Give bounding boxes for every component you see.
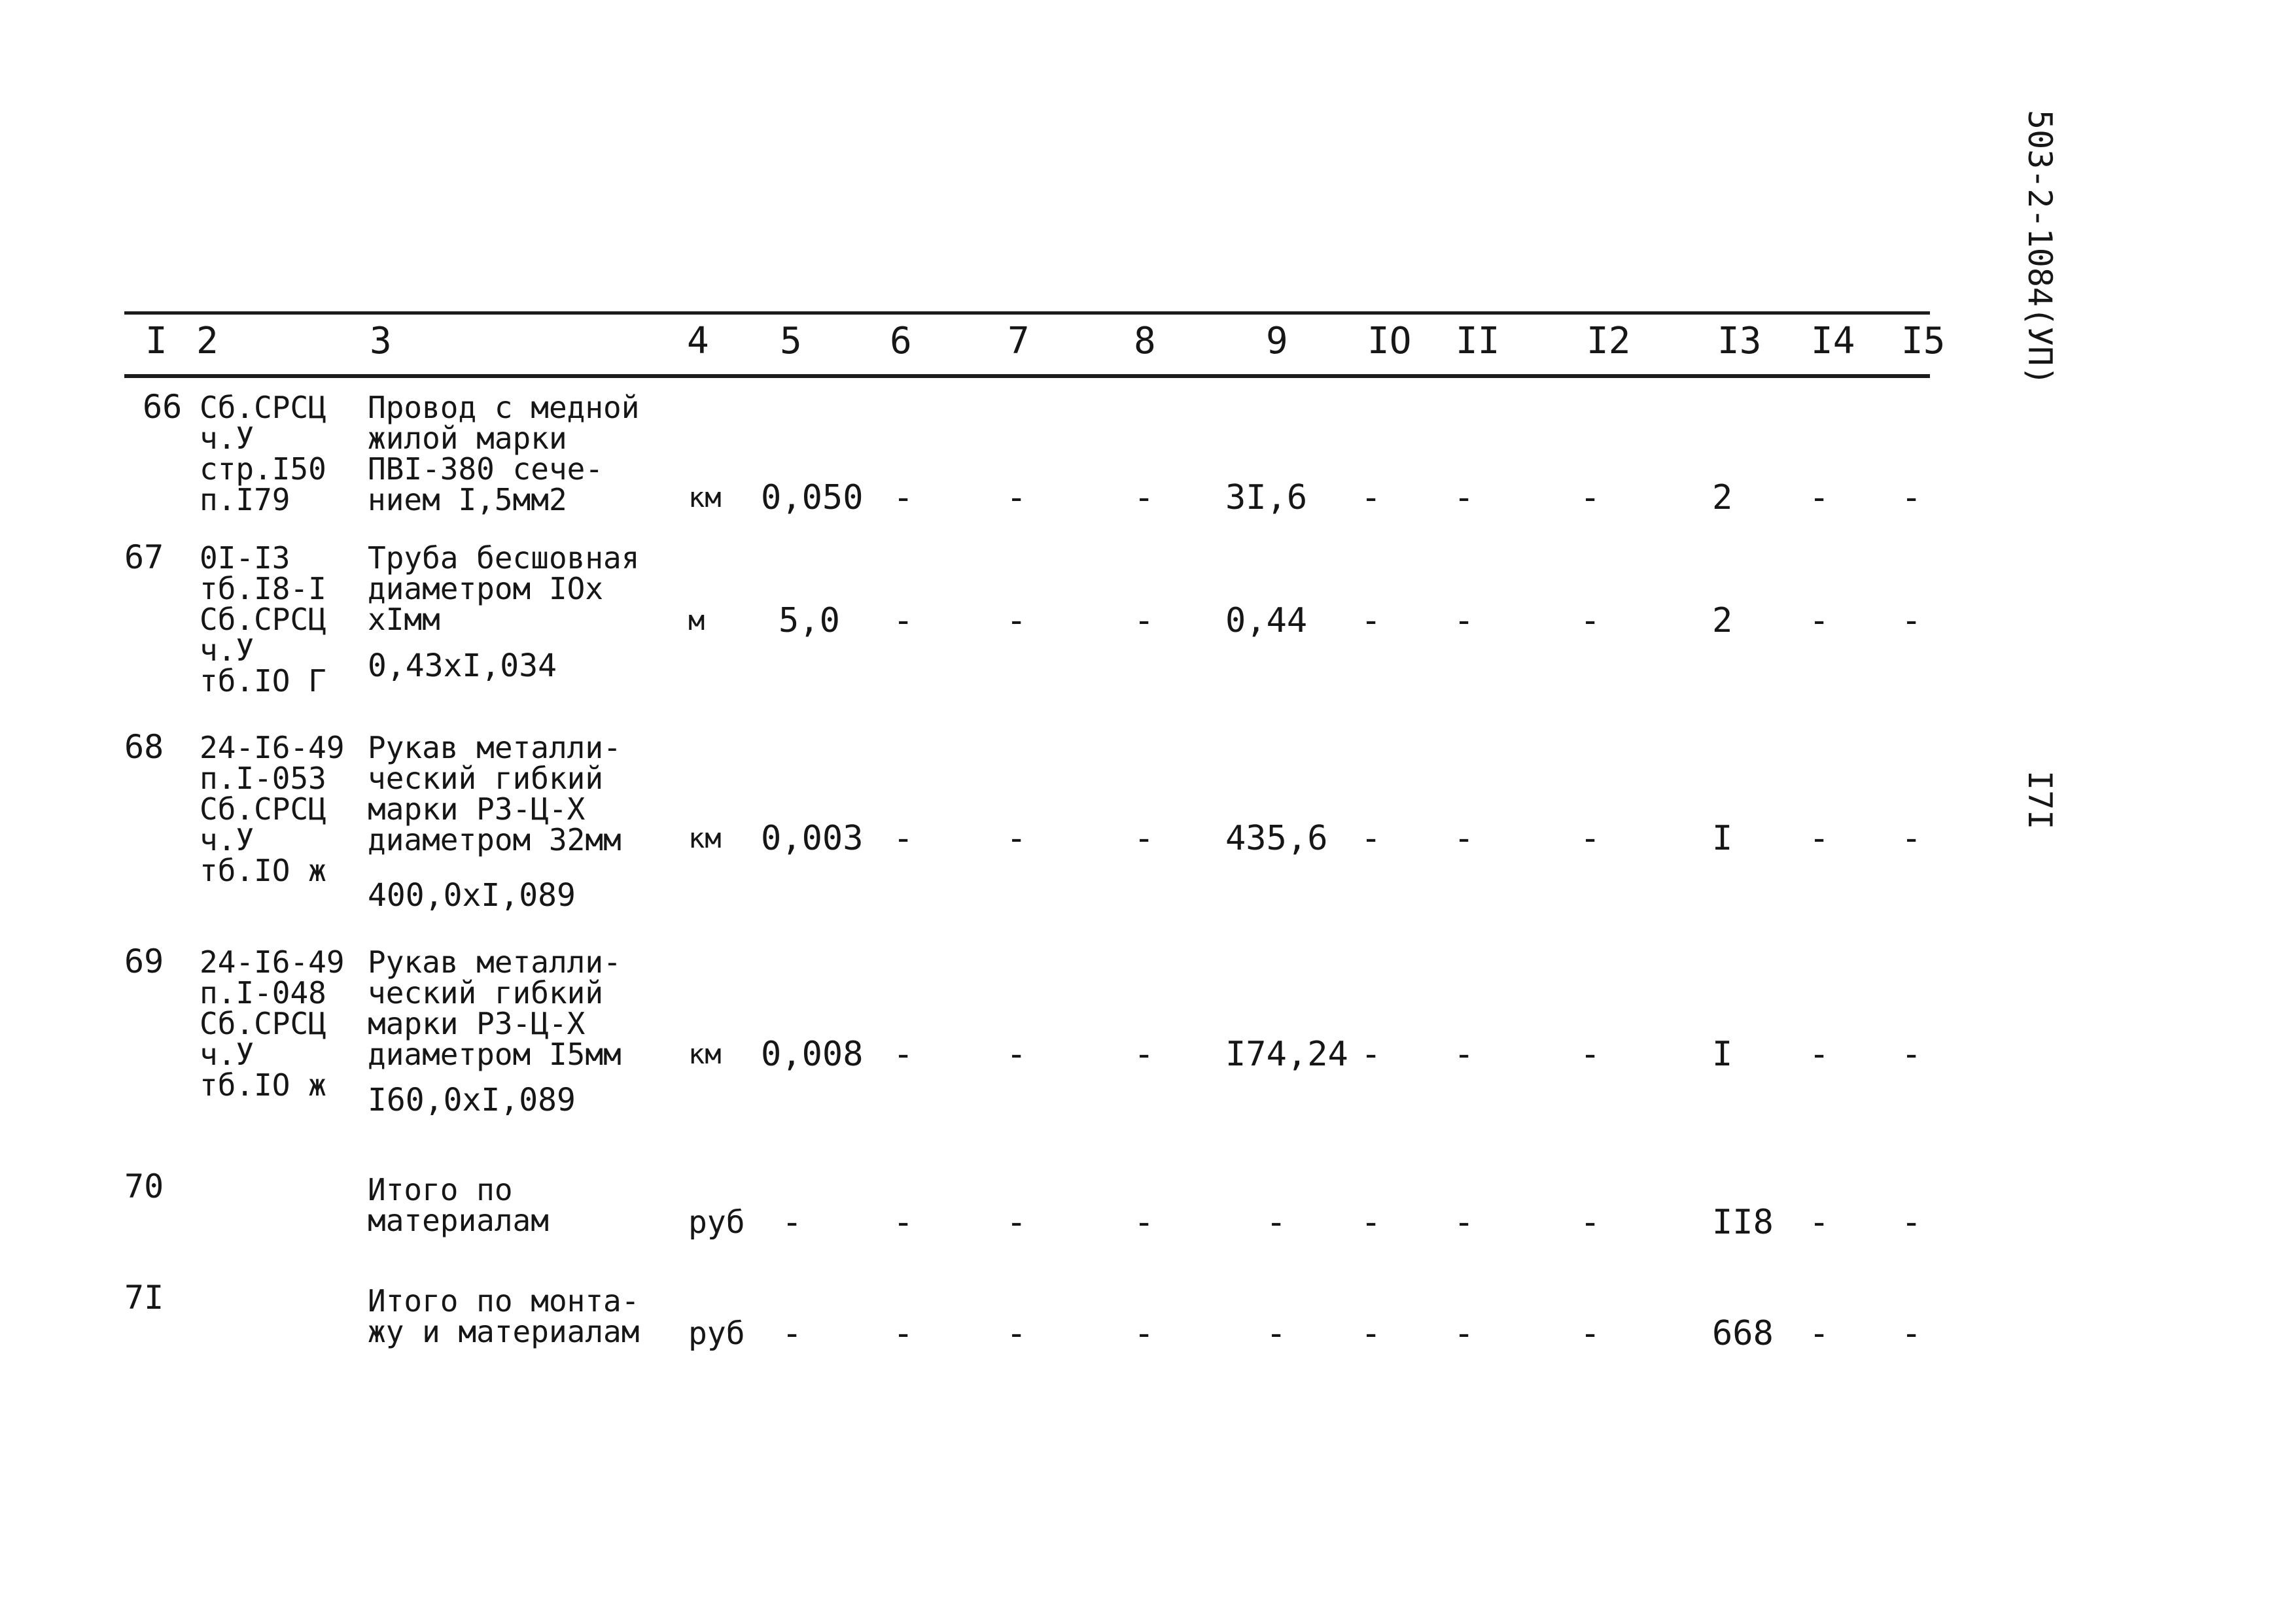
column-header-1: I	[145, 320, 167, 362]
row-number: 69	[124, 942, 164, 980]
row-unit: км	[688, 822, 722, 854]
row-col-6: -	[893, 819, 914, 858]
row-quantity: -	[782, 1203, 803, 1242]
column-header-10: IO	[1367, 320, 1412, 362]
row-number: 7I	[124, 1279, 164, 1317]
row-reference: Сб.СРСЦ ч.У стр.I50 п.I79	[200, 390, 326, 517]
row-reference: 24-I6-49 п.I-053 Сб.СРСЦ ч.У тб.IO ж	[200, 730, 345, 888]
column-header-8: 8	[1134, 320, 1156, 362]
row-col-14: -	[1809, 601, 1830, 640]
row-col-6: -	[893, 478, 914, 517]
column-header-15: I5	[1901, 320, 1946, 362]
row-unit: руб	[688, 1315, 745, 1352]
row-col-9: 3I,6	[1225, 478, 1308, 517]
row-col-6: -	[893, 601, 914, 640]
column-header-3: 3	[370, 320, 392, 362]
row-col-10: -	[1361, 1203, 1382, 1242]
row-col-7: -	[1006, 1203, 1027, 1242]
row-unit: руб	[688, 1204, 745, 1241]
row-description: Труба бесшовная диаметром IOх хIмм	[368, 540, 640, 637]
row-quantity: 5,0	[779, 601, 840, 640]
row-col-11: -	[1454, 819, 1475, 858]
row-col-12: -	[1580, 1035, 1601, 1074]
row-col-11: -	[1454, 478, 1475, 517]
row-col-14: -	[1809, 1203, 1830, 1242]
row-quantity: 0,008	[761, 1035, 864, 1074]
column-header-6: 6	[890, 320, 912, 362]
row-col-9: I74,24	[1225, 1035, 1348, 1074]
row-col-6: -	[893, 1035, 914, 1074]
column-header-9: 9	[1266, 320, 1288, 362]
row-number: 68	[124, 728, 164, 766]
row-col-15: -	[1901, 1035, 1922, 1074]
row-col-6: -	[893, 1203, 914, 1242]
row-col-10: -	[1361, 478, 1382, 517]
row-quantity: 0,003	[761, 819, 864, 858]
row-calculation: 0,43хI,034	[368, 648, 557, 684]
row-description: Итого по материалам	[368, 1172, 549, 1238]
row-col-11: -	[1454, 1314, 1475, 1353]
row-col-12: -	[1580, 819, 1601, 858]
row-col-14: -	[1809, 1035, 1830, 1074]
row-col-8: -	[1134, 478, 1155, 517]
row-description: Рукав металли- ческий гибкий марки РЗ-Ц-Х диаметром I5мм	[368, 944, 622, 1072]
row-col-9: -	[1266, 1314, 1287, 1353]
row-calculation: 400,0хI,089	[368, 877, 576, 914]
row-col-10: -	[1361, 819, 1382, 858]
row-col-15: -	[1901, 478, 1922, 517]
row-col-8: -	[1134, 1035, 1155, 1074]
row-col-8: -	[1134, 1314, 1155, 1353]
row-col-13: 2	[1712, 478, 1733, 517]
row-col-8: -	[1134, 819, 1155, 858]
row-col-13: 2	[1712, 601, 1733, 640]
column-header-7: 7	[1007, 320, 1030, 362]
column-header-12: I2	[1586, 320, 1631, 362]
row-col-13: I	[1712, 819, 1733, 858]
row-col-15: -	[1901, 1203, 1922, 1242]
row-col-10: -	[1361, 1314, 1382, 1353]
row-col-7: -	[1006, 478, 1027, 517]
row-col-13: 668	[1712, 1314, 1774, 1353]
row-col-8: -	[1134, 601, 1155, 640]
row-col-7: -	[1006, 601, 1027, 640]
column-header-14: I4	[1811, 320, 1855, 362]
row-reference: 24-I6-49 п.I-048 Сб.СРСЦ ч.У тб.IO ж	[200, 944, 345, 1103]
row-description: Провод с медной жилой марки ПВI-380 сече- нием I,5мм2	[368, 390, 640, 517]
row-col-15: -	[1901, 601, 1922, 640]
row-col-7: -	[1006, 819, 1027, 858]
row-col-15: -	[1901, 819, 1922, 858]
row-col-11: -	[1454, 1035, 1475, 1074]
row-number: 70	[124, 1167, 164, 1205]
row-col-10: -	[1361, 1035, 1382, 1074]
row-col-12: -	[1580, 601, 1601, 640]
row-col-8: -	[1134, 1203, 1155, 1242]
row-col-14: -	[1809, 1314, 1830, 1353]
column-header-2: 2	[196, 320, 219, 362]
row-quantity: -	[782, 1314, 803, 1353]
row-col-12: -	[1580, 1314, 1601, 1353]
row-unit: км	[688, 1038, 722, 1070]
table-top-rule	[124, 311, 1930, 315]
row-description: Итого по монта- жу и материалам	[368, 1283, 640, 1349]
page-number: I7I	[2021, 770, 2059, 830]
row-description: Рукав металли- ческий гибкий марки РЗ-Ц-Х диаметром 32мм	[368, 730, 622, 857]
column-header-5: 5	[780, 320, 802, 362]
row-col-9: 435,6	[1225, 819, 1328, 858]
row-col-10: -	[1361, 601, 1382, 640]
row-col-14: -	[1809, 478, 1830, 517]
row-calculation: I60,0хI,089	[368, 1082, 576, 1118]
document-code: 503-2-1084(УП)	[2021, 110, 2059, 386]
row-col-6: -	[893, 1314, 914, 1353]
row-col-7: -	[1006, 1035, 1027, 1074]
table-header-rule	[124, 374, 1930, 378]
row-col-12: -	[1580, 478, 1601, 517]
row-col-11: -	[1454, 1203, 1475, 1242]
row-col-13: I	[1712, 1035, 1733, 1074]
column-header-13: I3	[1717, 320, 1762, 362]
row-col-14: -	[1809, 819, 1830, 858]
row-quantity: 0,050	[761, 478, 864, 517]
column-header-11: II	[1456, 320, 1500, 362]
row-col-7: -	[1006, 1314, 1027, 1353]
row-col-13: II8	[1712, 1203, 1774, 1242]
column-header-4: 4	[687, 320, 709, 362]
row-reference: 0I-I3 тб.I8-I Сб.СРСЦ ч.У тб.IO Г	[200, 540, 326, 699]
row-col-11: -	[1454, 601, 1475, 640]
row-col-9: -	[1266, 1203, 1287, 1242]
row-unit: м	[688, 604, 705, 636]
row-number: 66	[143, 388, 183, 426]
row-col-12: -	[1580, 1203, 1601, 1242]
row-col-15: -	[1901, 1314, 1922, 1353]
row-unit: км	[688, 481, 722, 513]
row-number: 67	[124, 538, 164, 576]
row-col-9: 0,44	[1225, 601, 1308, 640]
